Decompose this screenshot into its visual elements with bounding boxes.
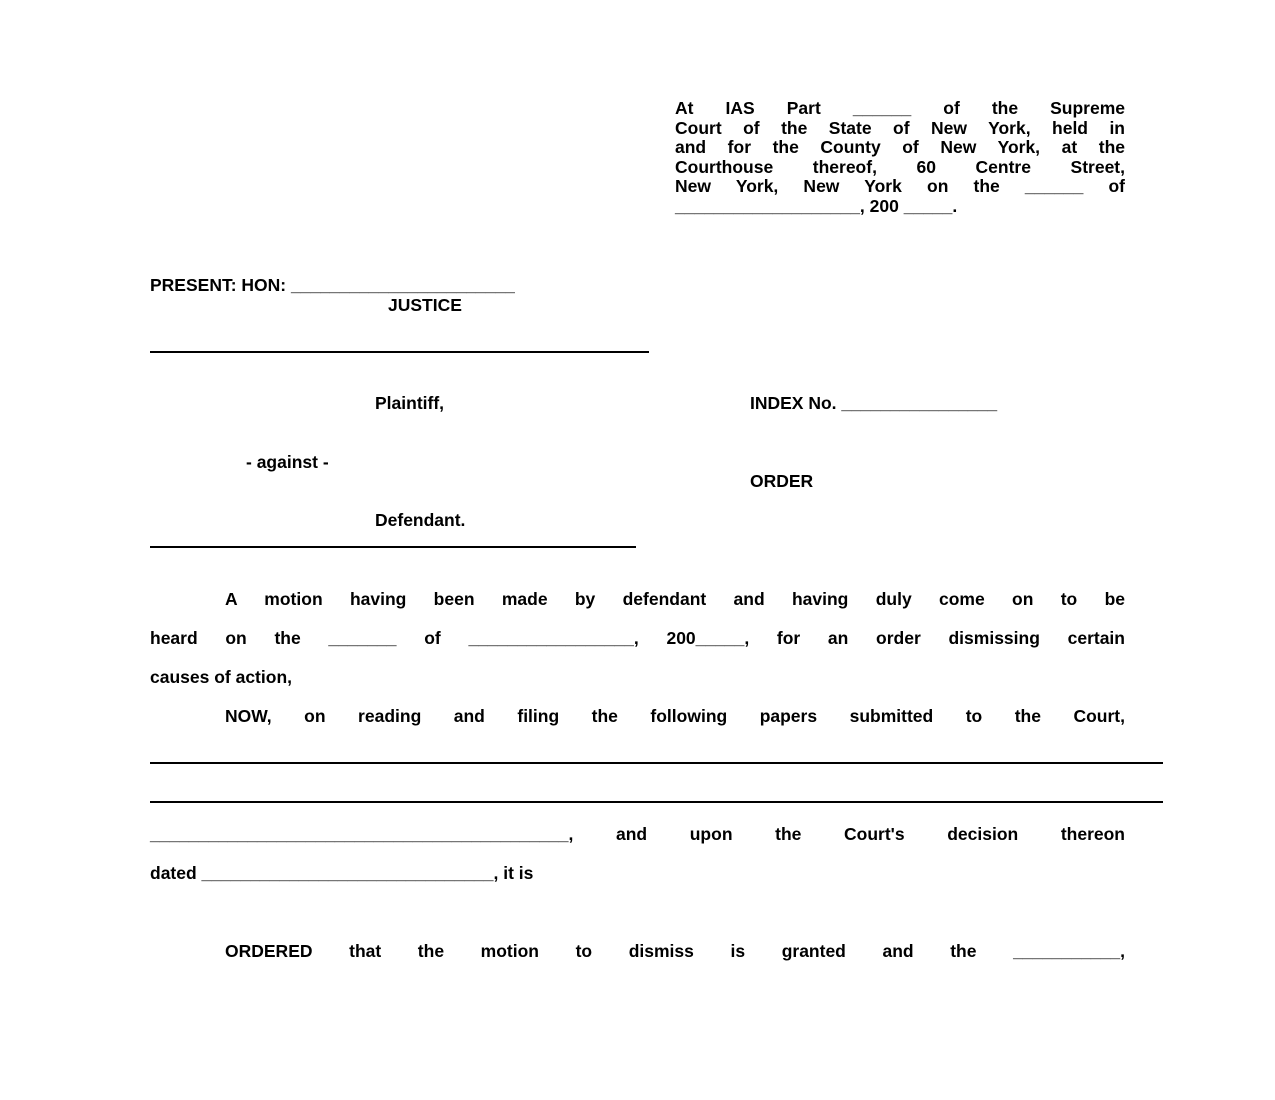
caption-line: At IAS Part ______ of the Supreme [675,98,1125,118]
plaintiff-label: Plaintiff, [375,393,445,413]
index-number: INDEX No. ________________ [750,393,998,413]
caption-line: New York, New York on the ______ of [675,176,1125,196]
defendant-label: Defendant. [375,510,466,530]
document-type: ORDER [750,471,814,491]
caption-line: ___________________, 200 _____. [675,195,958,216]
papers-line-5: dated ______________________________, it is [150,863,534,883]
motion-line-3: causes of action, [150,667,292,687]
caption-bottom-rule [150,546,636,548]
papers-blank-line [150,801,1163,803]
against-label: - against - [246,452,329,472]
present-hon-line: PRESENT: HON: _______________________ [150,275,515,295]
caption-top-rule [150,351,649,353]
papers-line-4: ___________________________________________, and upon the Court's decision thereon [150,824,1125,844]
papers-line-1: NOW, on reading and filing the following papers submitted to the Court, [225,706,1125,726]
ordered-line-1: ORDERED that the motion to dismiss is granted and the ___________, [225,941,1125,961]
caption-line: Court of the State of New York, held in [675,117,1125,138]
motion-line-2: heard on the _______ of _________________, 200_____, for an order dismissing certain [150,628,1125,648]
caption-line: and for the County of New York, at the [675,137,1125,157]
papers-blank-line [150,762,1163,764]
justice-label: JUSTICE [388,295,462,315]
caption-line: Courthouse thereof, 60 Centre Street, [675,156,1125,177]
motion-line-1: A motion having been made by defendant and having duly come on to be [225,589,1125,609]
court-caption [675,99,1125,216]
